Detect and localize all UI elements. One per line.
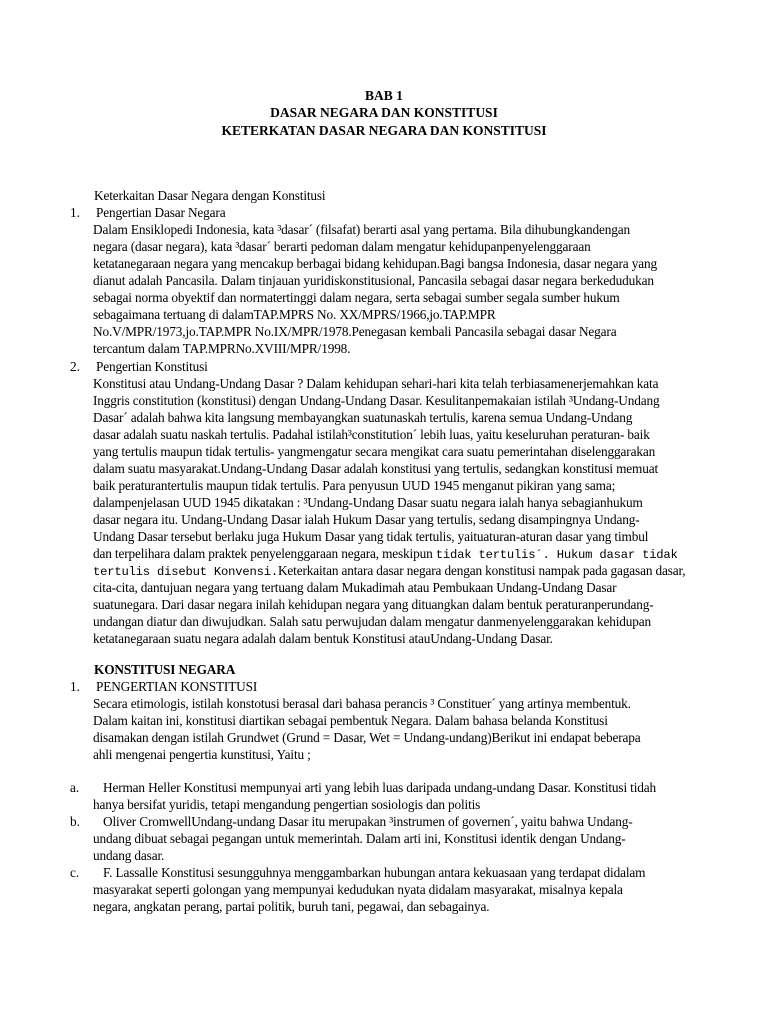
paragraph-line: tercantum dalam TAP.MPRNo.XVIII/MPR/1998.: [93, 341, 351, 356]
section-title: Pengertian Konstitusi: [96, 359, 208, 374]
text-run: Keterkaitan antara dasar negara dengan konstitusi nampak pada gagasan dasar,: [277, 563, 686, 578]
list-marker: c.: [70, 865, 80, 880]
text-run: dan terpelihara dalam praktek penyelenggaraan negara, meskipun: [93, 546, 433, 561]
list-item-line: Oliver CromwellUndang-undang Dasar itu merupakan ³instrumen of governen´, yaitu bahwa Undang-: [103, 814, 633, 829]
paragraph-line: Dasar´ adalah bahwa kita langsung membayangkan suatunaskah tertulis, karena semua Undang-Undang: [93, 410, 633, 425]
paragraph-line: baik peraturantertulis maupun tidak tertulis. Para penyusun UUD 1945 menganut pikiran yang sama;: [93, 478, 616, 493]
section-title: Pengertian Dasar Negara: [96, 205, 226, 220]
section-title: PENGERTIAN KONSTITUSI: [96, 679, 258, 694]
paragraph-line: Undang Dasar tersebut berlaku juga Hukum Dasar yang tidak tertulis, yaituaturan-aturan dasar yang timbul: [93, 529, 649, 544]
list-item-line: undang dasar.: [93, 848, 165, 863]
text-run-mono: tertulis disebut Konvensi.: [93, 565, 278, 579]
paragraph-line-mixed: [93, 546, 678, 563]
paragraph-line: No.V/MPR/1973,jo.TAP.MPR No.IX/MPR/1978.Penegasan kembali Pancasila sebagai dasar Negara: [93, 324, 617, 339]
list-marker: a.: [70, 780, 80, 795]
list-item-line: hanya bersifat yuridis, tetapi mengandung pengertian sosiologis dan politis: [93, 797, 481, 812]
paragraph-line: dalampenjelasan UUD 1945 dikatakan : ³Undang-Undang Dasar suatu negara ialah hanya sebagianhukum: [93, 495, 643, 510]
paragraph-line: suatunegara. Dari dasar negara inilah kehidupan negara yang dituangkan dalam bentuk peraturanperundang-: [93, 597, 654, 612]
text-run-mono: tidak tertulis´. Hukum dasar tidak: [435, 548, 678, 562]
list-item-line: Herman Heller Konstitusi mempunyai arti yang lebih luas daripada undang-undang Dasar. Konstitusi tidah: [103, 780, 657, 795]
section-number: 1.: [70, 205, 80, 220]
paragraph-line: Dalam Ensiklopedi Indonesia, kata ³dasar´ (filsafat) berarti asal yang pertama. Bila dihubungkandengan: [93, 222, 630, 237]
paragraph-line: yang tertulis maupun tidak tertulis- yangmengatur secara mengikat cara suatu pemerintahan diselenggarakan: [93, 444, 656, 459]
list-item-line: F. Lassalle Konstitusi sesungguhnya menggambarkan hubungan antara kekuasaan yang terdapat didalam: [103, 865, 646, 880]
paragraph-line: dasar adalah suatu naskah tertulis. Padahal istilah³constitution´ lebih luas, yaitu keseluruhan peraturan- baik: [93, 427, 650, 442]
intro-line: Keterkaitan Dasar Negara dengan Konstitusi: [94, 188, 326, 203]
paragraph-line-mixed: [93, 563, 685, 580]
paragraph-line: ketatanegaraan suatu negara adalah dalam bentuk Konstitusi atauUndang-Undang Dasar.: [93, 631, 553, 646]
paragraph-line: sebagai norma obyektif dan normatertinggi dalam negara, serta sebagai sumber segala sumber hukum: [93, 290, 620, 305]
section-number: 2.: [70, 359, 80, 374]
list-item-line: masyarakat seperti golongan yang mempunyai kedudukan nyata didalam masyarakat, misalnya kepala: [93, 882, 623, 897]
paragraph-line: disamakan dengan istilah Grundwet (Grund = Dasar, Wet = Undang-undang)Berikut ini endapat beberapa: [93, 730, 641, 745]
chapter-label: BAB 1: [365, 88, 403, 103]
paragraph-line: dasar negara itu. Undang-Undang Dasar ialah Hukum Dasar yang tertulis, sedang disampingnya Undang-: [93, 512, 640, 527]
paragraph-line: Secara etimologis, istilah konstotusi berasal dari bahasa perancis ³ Constituer´ yang artinya membentuk.: [93, 696, 631, 711]
paragraph-line: cita-cita, dantujuan negara yang tertuang dalam Mukadimah atau Pembukaan Undang-Undang Dasar: [93, 580, 617, 595]
paragraph-line: undangan diatur dan diwujudkan. Salah satu perwujudan dalam mengatur danmenyelenggarakan kehidupan: [93, 614, 651, 629]
chapter-subtitle: KETERKATAN DASAR NEGARA DAN KONSTITUSI: [221, 123, 547, 138]
paragraph-line: Dalam kaitan ini, konstitusi diartikan sebagai pembentuk Negara. Dalam bahasa belanda Konstitusi: [93, 713, 608, 728]
list-item-line: negara, angkatan perang, partai politik, buruh tani, pegawai, dan sebagainya.: [93, 899, 490, 914]
section-number: 1.: [70, 679, 80, 694]
paragraph-line: negara (dasar negara), kata ³dasar´ berarti pedoman dalam mengatur kehidupanpenyelenggaraan: [93, 239, 591, 254]
list-item-line: undang dibuat sebagai pegangan untuk memerintah. Dalam arti ini, Konstitusi identik dengan Undang-: [93, 831, 626, 846]
paragraph-line: dalam suatu masyarakat.Undang-Undang Dasar adalah konstitusi yang tertulis, sedangkan konstitusi memuat: [93, 461, 659, 476]
list-marker: b.: [70, 814, 80, 829]
paragraph-line: ahli mengenai pengertia kunstitusi, Yaitu ;: [93, 747, 311, 762]
paragraph-line: Inggris constitution (konstitusi) dengan Undang-Undang Dasar. Kesulitanpemakaian istilah ³Undang-Undang: [93, 393, 660, 408]
paragraph-line: sebagaimana tertuang di dalamTAP.MPRS No. XX/MPRS/1966,jo.TAP.MPR: [93, 307, 496, 322]
paragraph-line: Konstitusi atau Undang-Undang Dasar ? Dalam kehidupan sehari-hari kita telah terbiasamenerjemahkan kata: [93, 376, 659, 391]
paragraph-line: ketatanegaraan negara yang mencakup berbagai bidang kehidupan.Bagi bangsa Indonesia, dasar negara yang: [93, 256, 657, 271]
section-heading: KONSTITUSI NEGARA: [94, 662, 236, 677]
paragraph-line: dianut adalah Pancasila. Dalam tinjauan yuridiskonstitusional, Pancasila sebagai dasar negara berkedudukan: [93, 273, 654, 288]
chapter-title: DASAR NEGARA DAN KONSTITUSI: [270, 105, 498, 120]
